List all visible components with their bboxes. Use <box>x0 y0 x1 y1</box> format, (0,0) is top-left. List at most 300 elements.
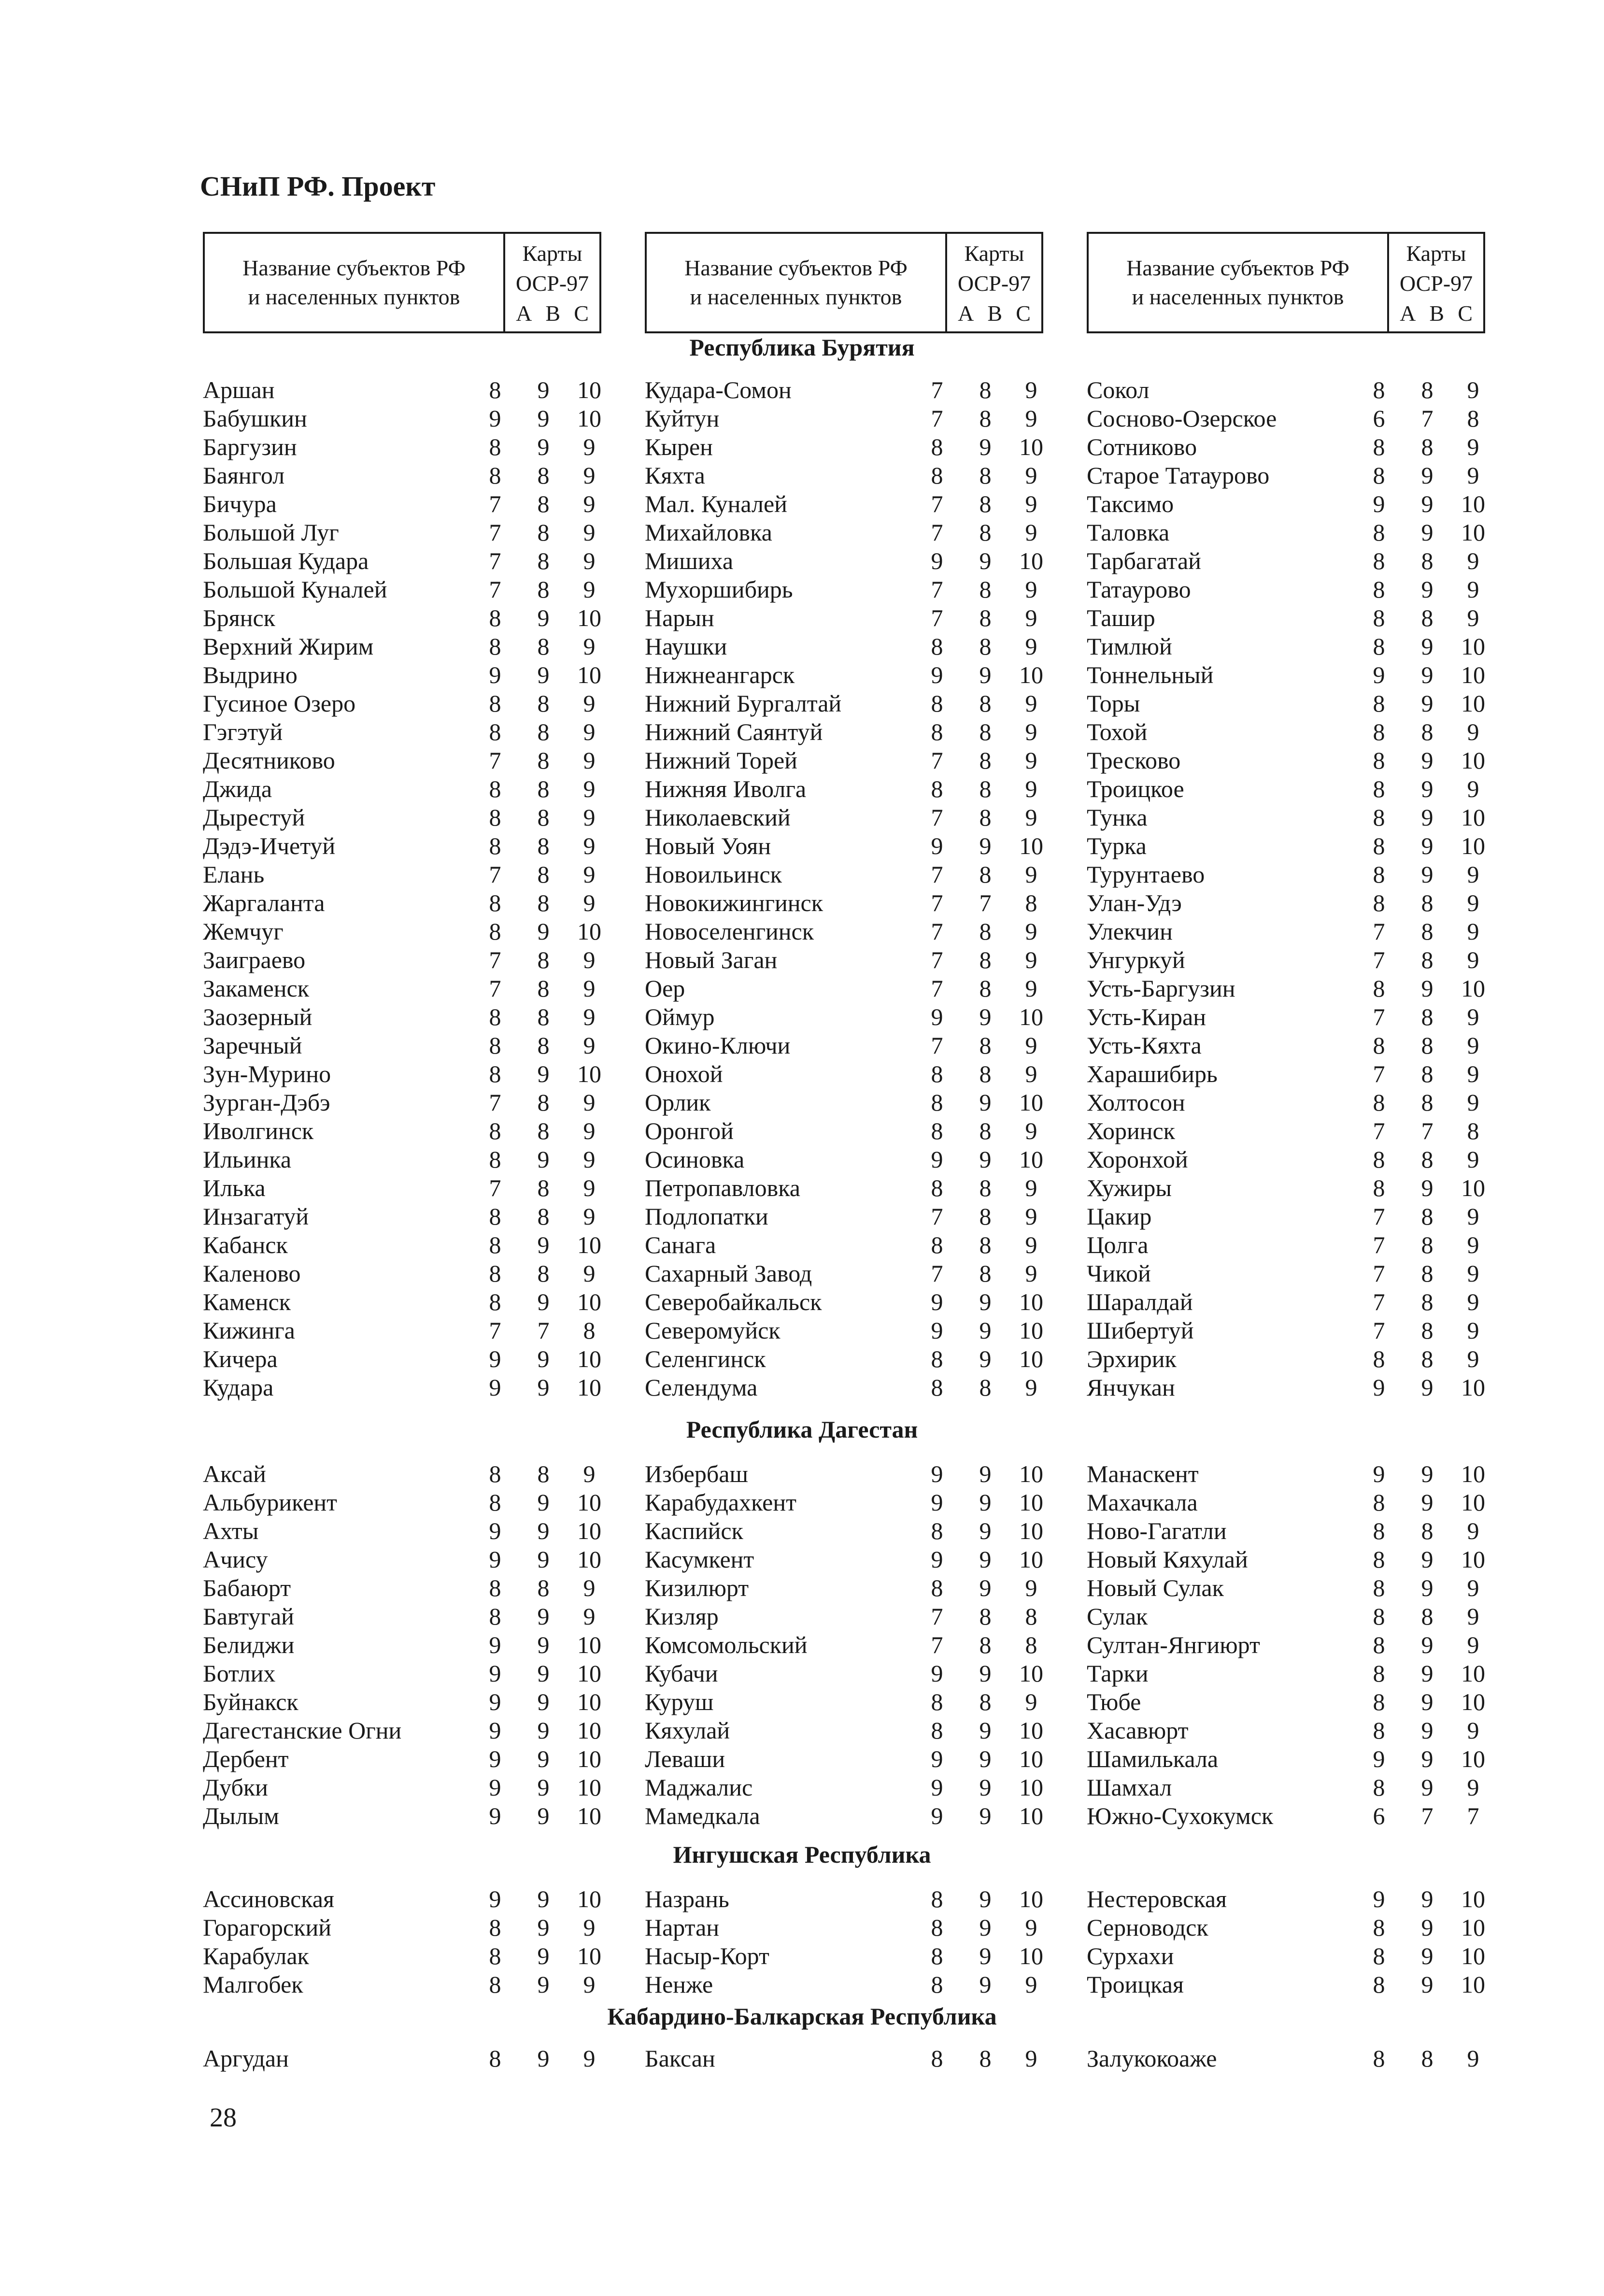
settlement-name: Кичера <box>203 1345 278 1372</box>
settlement-name: Усть-Баргузин <box>1087 975 1235 1002</box>
intensity-c: 9 <box>583 1089 596 1116</box>
intensity-b: 8 <box>979 1603 992 1630</box>
settlement-row <box>1087 917 1502 946</box>
column-header-b: B <box>545 301 561 326</box>
intensity-a: 8 <box>489 775 501 802</box>
intensity-c: 9 <box>583 1146 596 1173</box>
settlement-row <box>203 1631 618 1659</box>
intensity-b: 8 <box>1421 889 1434 916</box>
column-header-a: A <box>516 301 532 326</box>
settlement-row <box>1087 746 1502 775</box>
settlement-name: Подлопатки <box>645 1203 768 1230</box>
settlement-name: Ботлих <box>203 1660 276 1687</box>
intensity-c: 10 <box>577 1288 601 1315</box>
intensity-a: 8 <box>489 1260 501 1287</box>
settlement-name: Нарын <box>645 604 714 631</box>
settlement-row <box>1087 1003 1502 1031</box>
intensity-b: 8 <box>979 1117 992 1144</box>
settlement-name: Гэгэтуй <box>203 718 283 745</box>
intensity-a: 6 <box>1373 405 1385 432</box>
intensity-c: 9 <box>1467 1517 1479 1544</box>
settlement-name: Санага <box>645 1231 716 1258</box>
intensity-c: 10 <box>1461 1745 1485 1772</box>
settlement-row <box>645 1316 1060 1345</box>
settlement-name: Новоильинск <box>645 861 782 888</box>
intensity-c: 9 <box>1025 405 1037 432</box>
intensity-b: 9 <box>537 1060 550 1087</box>
settlement-name: Баянгол <box>203 462 285 489</box>
settlement-row <box>645 1942 1060 1970</box>
intensity-c: 9 <box>1467 462 1479 489</box>
settlement-row <box>645 1031 1060 1060</box>
intensity-c: 9 <box>1025 1032 1037 1059</box>
intensity-a: 7 <box>489 861 501 888</box>
settlement-row <box>645 1970 1060 1999</box>
intensity-b: 9 <box>537 1774 550 1801</box>
intensity-c: 10 <box>1019 1288 1043 1315</box>
intensity-a: 6 <box>1373 1802 1385 1829</box>
intensity-c: 9 <box>1025 1971 1037 1998</box>
settlement-name: Оронгой <box>645 1117 734 1144</box>
intensity-b: 9 <box>979 1660 992 1687</box>
settlement-row <box>203 1488 618 1517</box>
column-header-name-line2: и населенных пунктов <box>690 285 902 309</box>
intensity-a: 9 <box>931 547 943 574</box>
settlement-name: Горагорский <box>203 1914 331 1941</box>
intensity-a: 9 <box>489 1885 501 1912</box>
settlement-name: Ташир <box>1087 604 1155 631</box>
intensity-a: 8 <box>489 1146 501 1173</box>
column-header-name-line1: Название субъектов РФ <box>684 256 908 280</box>
settlement-row <box>203 803 618 832</box>
intensity-b: 9 <box>979 547 992 574</box>
intensity-b: 9 <box>537 1802 550 1829</box>
intensity-a: 7 <box>931 604 943 631</box>
settlement-row <box>1087 1373 1502 1402</box>
intensity-b: 8 <box>1421 547 1434 574</box>
intensity-b: 8 <box>1421 1345 1434 1372</box>
settlement-row <box>1087 1659 1502 1688</box>
settlement-row <box>645 1773 1060 1802</box>
settlement-name: Большая Кудара <box>203 547 369 574</box>
settlement-row <box>1087 1517 1502 1545</box>
intensity-a: 8 <box>1373 1089 1385 1116</box>
intensity-a: 8 <box>931 462 943 489</box>
intensity-c: 8 <box>1467 405 1479 432</box>
settlement-name: Баксан <box>645 2045 715 2072</box>
intensity-c: 9 <box>1467 1203 1479 1230</box>
settlement-row <box>203 1031 618 1060</box>
settlement-name: Дубки <box>203 1774 268 1801</box>
intensity-b: 8 <box>537 775 550 802</box>
intensity-c: 9 <box>1025 861 1037 888</box>
intensity-a: 8 <box>1373 1717 1385 1744</box>
settlement-row <box>1087 547 1502 575</box>
intensity-a: 9 <box>489 1774 501 1801</box>
section-column <box>1087 1885 1502 1999</box>
intensity-c: 9 <box>583 861 596 888</box>
intensity-a: 8 <box>1373 1660 1385 1687</box>
intensity-c: 9 <box>583 747 596 774</box>
intensity-c: 9 <box>1025 633 1037 660</box>
intensity-b: 9 <box>979 1774 992 1801</box>
settlement-name: Селендума <box>645 1374 758 1401</box>
settlement-name: Гусиное Озеро <box>203 690 356 717</box>
settlement-name: Наушки <box>645 633 727 660</box>
intensity-c: 9 <box>1467 946 1479 973</box>
section-column <box>203 2044 618 2073</box>
settlement-row <box>203 461 618 490</box>
intensity-b: 9 <box>537 1660 550 1687</box>
intensity-c: 9 <box>1467 889 1479 916</box>
intensity-c: 9 <box>583 576 596 603</box>
intensity-a: 8 <box>1373 547 1385 574</box>
intensity-c: 10 <box>577 1942 601 1969</box>
settlement-name: Северобайкальск <box>645 1288 822 1315</box>
intensity-a: 8 <box>489 1032 501 1059</box>
intensity-b: 9 <box>537 1885 550 1912</box>
intensity-b: 7 <box>537 1317 550 1344</box>
intensity-b: 9 <box>537 1942 550 1969</box>
settlement-row <box>645 1003 1060 1031</box>
intensity-a: 7 <box>931 576 943 603</box>
intensity-b: 8 <box>537 547 550 574</box>
intensity-c: 10 <box>577 1774 601 1801</box>
settlement-row <box>645 1174 1060 1202</box>
intensity-c: 9 <box>1467 1003 1479 1030</box>
intensity-b: 9 <box>1421 1631 1434 1658</box>
intensity-a: 8 <box>1373 462 1385 489</box>
settlement-row <box>645 1117 1060 1145</box>
intensity-a: 9 <box>931 1317 943 1344</box>
intensity-c: 10 <box>1461 519 1485 546</box>
intensity-b: 8 <box>537 804 550 831</box>
intensity-a: 7 <box>931 405 943 432</box>
settlement-row <box>203 404 618 433</box>
intensity-b: 8 <box>537 462 550 489</box>
intensity-c: 10 <box>577 1546 601 1573</box>
settlement-name: Нестеровская <box>1087 1885 1227 1912</box>
intensity-a: 9 <box>489 1517 501 1544</box>
intensity-b: 9 <box>979 1717 992 1744</box>
settlement-row <box>1087 1316 1502 1345</box>
settlement-name: Усть-Кяхта <box>1087 1032 1202 1059</box>
settlement-name: Сурхахи <box>1087 1942 1174 1969</box>
settlement-name: Тресково <box>1087 747 1181 774</box>
settlement-row <box>645 1913 1060 1942</box>
intensity-a: 8 <box>1373 975 1385 1002</box>
section-title: Республика Дагестан <box>686 1416 918 1443</box>
intensity-b: 9 <box>1421 1688 1434 1715</box>
settlement-row <box>645 1145 1060 1174</box>
settlement-row <box>1087 1345 1502 1373</box>
settlement-name: Новый Заган <box>645 946 778 973</box>
settlement-name: Закаменск <box>203 975 310 1002</box>
intensity-a: 8 <box>1373 1146 1385 1173</box>
settlement-row <box>203 1345 618 1373</box>
settlement-row <box>203 1003 618 1031</box>
intensity-b: 8 <box>1421 1089 1434 1116</box>
intensity-a: 7 <box>931 1603 943 1630</box>
settlement-name: Белиджи <box>203 1631 295 1658</box>
settlement-name: Чикой <box>1087 1260 1151 1287</box>
intensity-a: 8 <box>931 1688 943 1715</box>
intensity-c: 9 <box>1467 1631 1479 1658</box>
settlement-row <box>1087 433 1502 461</box>
intensity-c: 9 <box>1025 690 1037 717</box>
intensity-b: 8 <box>1421 1317 1434 1344</box>
settlement-row <box>203 575 618 604</box>
settlement-name: Мал. Куналей <box>645 490 787 517</box>
settlement-row <box>203 1145 618 1174</box>
intensity-c: 9 <box>1467 1288 1479 1315</box>
settlement-name: Турка <box>1087 832 1147 859</box>
settlement-name: Шамилькала <box>1087 1745 1219 1772</box>
intensity-b: 9 <box>537 918 550 945</box>
intensity-b: 8 <box>537 519 550 546</box>
intensity-a: 8 <box>931 1374 943 1401</box>
intensity-b: 9 <box>979 1317 992 1344</box>
intensity-c: 10 <box>1461 1460 1485 1487</box>
intensity-b: 9 <box>537 1146 550 1173</box>
intensity-a: 8 <box>1373 1574 1385 1601</box>
settlement-name: Шаралдай <box>1087 1288 1193 1315</box>
intensity-c: 9 <box>1025 804 1037 831</box>
settlement-name: Улекчин <box>1087 918 1173 945</box>
settlement-row <box>645 1259 1060 1288</box>
settlement-name: Онохой <box>645 1060 723 1087</box>
intensity-c: 9 <box>583 946 596 973</box>
intensity-c: 10 <box>577 1802 601 1829</box>
intensity-b: 9 <box>1421 1885 1434 1912</box>
intensity-b: 8 <box>1421 1146 1434 1173</box>
intensity-b: 9 <box>1421 1942 1434 1969</box>
intensity-a: 9 <box>1373 1374 1385 1401</box>
settlement-name: Маджалис <box>645 1774 753 1801</box>
intensity-a: 8 <box>931 690 943 717</box>
settlement-name: Осиновка <box>645 1146 745 1173</box>
intensity-b: 8 <box>979 405 992 432</box>
column-header-name <box>205 234 503 331</box>
intensity-c: 10 <box>1019 1460 1043 1487</box>
section-column <box>1087 1460 1502 1830</box>
intensity-c: 8 <box>1025 889 1037 916</box>
settlement-name: Иволгинск <box>203 1117 314 1144</box>
settlement-name: Выдрино <box>203 661 298 688</box>
intensity-c: 9 <box>1025 2045 1037 2072</box>
intensity-b: 9 <box>1421 1914 1434 1941</box>
settlement-name: Карабудахкент <box>645 1489 796 1516</box>
settlement-row <box>645 518 1060 547</box>
intensity-b: 8 <box>979 718 992 745</box>
settlement-row <box>645 889 1060 917</box>
intensity-b: 8 <box>979 946 992 973</box>
intensity-a: 8 <box>1373 1345 1385 1372</box>
settlement-name: Назрань <box>645 1885 729 1912</box>
intensity-b: 9 <box>537 1517 550 1544</box>
intensity-b: 7 <box>979 889 992 916</box>
settlement-row <box>203 632 618 661</box>
intensity-a: 8 <box>1373 889 1385 916</box>
intensity-c: 9 <box>583 1574 596 1601</box>
settlement-name: Кудара <box>203 1374 274 1401</box>
intensity-b: 9 <box>1421 1660 1434 1687</box>
settlement-name: Илька <box>203 1174 266 1201</box>
settlement-row <box>1087 632 1502 661</box>
intensity-a: 8 <box>1373 1489 1385 1516</box>
intensity-c: 10 <box>1461 975 1485 1002</box>
column-header-abc <box>505 299 599 328</box>
settlement-name: Кижинга <box>203 1317 295 1344</box>
settlement-name: Таловка <box>1087 519 1170 546</box>
intensity-a: 9 <box>1373 1885 1385 1912</box>
intensity-a: 7 <box>931 519 943 546</box>
intensity-b: 9 <box>537 2045 550 2072</box>
settlement-row <box>1087 1802 1502 1830</box>
intensity-c: 10 <box>1019 1003 1043 1030</box>
settlement-name: Торы <box>1087 690 1140 717</box>
settlement-row <box>1087 1488 1502 1517</box>
settlement-row <box>203 1745 618 1773</box>
intensity-b: 8 <box>537 747 550 774</box>
settlement-name: Петропавловка <box>645 1174 800 1201</box>
settlement-row <box>1087 461 1502 490</box>
settlement-row <box>645 1288 1060 1316</box>
settlement-row <box>1087 1913 1502 1942</box>
intensity-a: 8 <box>489 1489 501 1516</box>
intensity-c: 9 <box>583 2045 596 2072</box>
settlement-name: Новый Сулак <box>1087 1574 1224 1601</box>
intensity-a: 9 <box>931 1288 943 1315</box>
intensity-b: 8 <box>979 690 992 717</box>
settlement-name: Заречный <box>203 1032 302 1059</box>
settlement-name: Альбурикент <box>203 1489 338 1516</box>
intensity-c: 9 <box>1467 718 1479 745</box>
settlement-name: Сосново-Озерское <box>1087 405 1277 432</box>
intensity-b: 8 <box>537 1174 550 1201</box>
intensity-c: 10 <box>1019 1089 1043 1116</box>
settlement-row <box>645 1745 1060 1773</box>
intensity-c: 9 <box>1467 1774 1479 1801</box>
intensity-a: 8 <box>489 1060 501 1087</box>
settlement-name: Нижняя Иволга <box>645 775 807 802</box>
settlement-name: Ненже <box>645 1971 713 1998</box>
intensity-c: 9 <box>1025 718 1037 745</box>
intensity-b: 9 <box>1421 975 1434 1002</box>
settlement-name: Нижний Саянтуй <box>645 718 823 745</box>
settlement-row <box>1087 1088 1502 1117</box>
intensity-b: 9 <box>979 1146 992 1173</box>
settlement-name: Сахарный Завод <box>645 1260 812 1287</box>
intensity-b: 8 <box>537 1032 550 1059</box>
intensity-b: 8 <box>537 690 550 717</box>
intensity-b: 9 <box>979 1971 992 1998</box>
intensity-c: 9 <box>583 1603 596 1630</box>
intensity-b: 8 <box>979 1374 992 1401</box>
intensity-b: 8 <box>1421 1288 1434 1315</box>
intensity-a: 7 <box>489 547 501 574</box>
settlement-row <box>1087 1031 1502 1060</box>
intensity-b: 8 <box>979 604 992 631</box>
intensity-b: 8 <box>1421 376 1434 403</box>
intensity-a: 9 <box>489 1745 501 1772</box>
intensity-c: 9 <box>1025 775 1037 802</box>
column-header-name <box>647 234 945 331</box>
settlement-row <box>645 718 1060 746</box>
intensity-b: 8 <box>979 519 992 546</box>
settlement-row <box>203 1545 618 1574</box>
intensity-c: 9 <box>1025 1914 1037 1941</box>
settlement-row <box>203 946 618 974</box>
intensity-b: 9 <box>979 1885 992 1912</box>
page-number: 28 <box>210 2103 237 2133</box>
settlement-row <box>1087 803 1502 832</box>
section-column <box>1087 2044 1502 2073</box>
settlement-name: Верхний Жирим <box>203 633 374 660</box>
settlement-name: Тоннельный <box>1087 661 1214 688</box>
intensity-c: 10 <box>1461 1885 1485 1912</box>
settlement-row <box>645 490 1060 518</box>
intensity-b: 8 <box>1421 1517 1434 1544</box>
intensity-c: 9 <box>583 462 596 489</box>
intensity-a: 7 <box>489 519 501 546</box>
intensity-a: 9 <box>489 1631 501 1658</box>
intensity-b: 9 <box>537 1603 550 1630</box>
settlement-name: Заиграево <box>203 946 306 973</box>
intensity-a: 8 <box>1373 690 1385 717</box>
intensity-a: 8 <box>1373 1032 1385 1059</box>
intensity-b: 9 <box>537 1546 550 1573</box>
intensity-c: 10 <box>1461 1174 1485 1201</box>
intensity-a: 9 <box>1373 661 1385 688</box>
intensity-c: 10 <box>1019 547 1043 574</box>
settlement-name: Хужиры <box>1087 1174 1172 1201</box>
settlement-row <box>203 1602 618 1631</box>
intensity-a: 8 <box>931 2045 943 2072</box>
intensity-b: 9 <box>979 1345 992 1372</box>
settlement-row <box>645 946 1060 974</box>
intensity-b: 9 <box>1421 1460 1434 1487</box>
intensity-b: 9 <box>537 433 550 460</box>
settlement-row <box>203 1117 618 1145</box>
settlement-name: Северомуйск <box>645 1317 781 1344</box>
intensity-b: 9 <box>537 1345 550 1372</box>
settlement-row <box>645 1373 1060 1402</box>
intensity-b: 9 <box>537 1971 550 1998</box>
settlement-row <box>1087 1231 1502 1259</box>
intensity-c: 9 <box>1467 1317 1479 1344</box>
settlement-name: Старое Татаурово <box>1087 462 1270 489</box>
intensity-c: 10 <box>1019 1345 1043 1372</box>
settlement-row <box>1087 946 1502 974</box>
intensity-c: 9 <box>1467 1146 1479 1173</box>
intensity-b: 8 <box>1421 1003 1434 1030</box>
settlement-row <box>645 632 1060 661</box>
settlement-row <box>203 889 618 917</box>
intensity-c: 10 <box>1019 1717 1043 1744</box>
intensity-b: 9 <box>1421 1174 1434 1201</box>
intensity-c: 8 <box>1467 1117 1479 1144</box>
settlement-row <box>645 1659 1060 1688</box>
intensity-a: 7 <box>931 918 943 945</box>
intensity-c: 9 <box>1025 576 1037 603</box>
intensity-b: 9 <box>979 832 992 859</box>
intensity-a: 8 <box>489 1117 501 1144</box>
intensity-a: 7 <box>931 1260 943 1287</box>
intensity-c: 8 <box>1025 1631 1037 1658</box>
intensity-c: 9 <box>583 1460 596 1487</box>
settlement-name: Малгобек <box>203 1971 303 1998</box>
